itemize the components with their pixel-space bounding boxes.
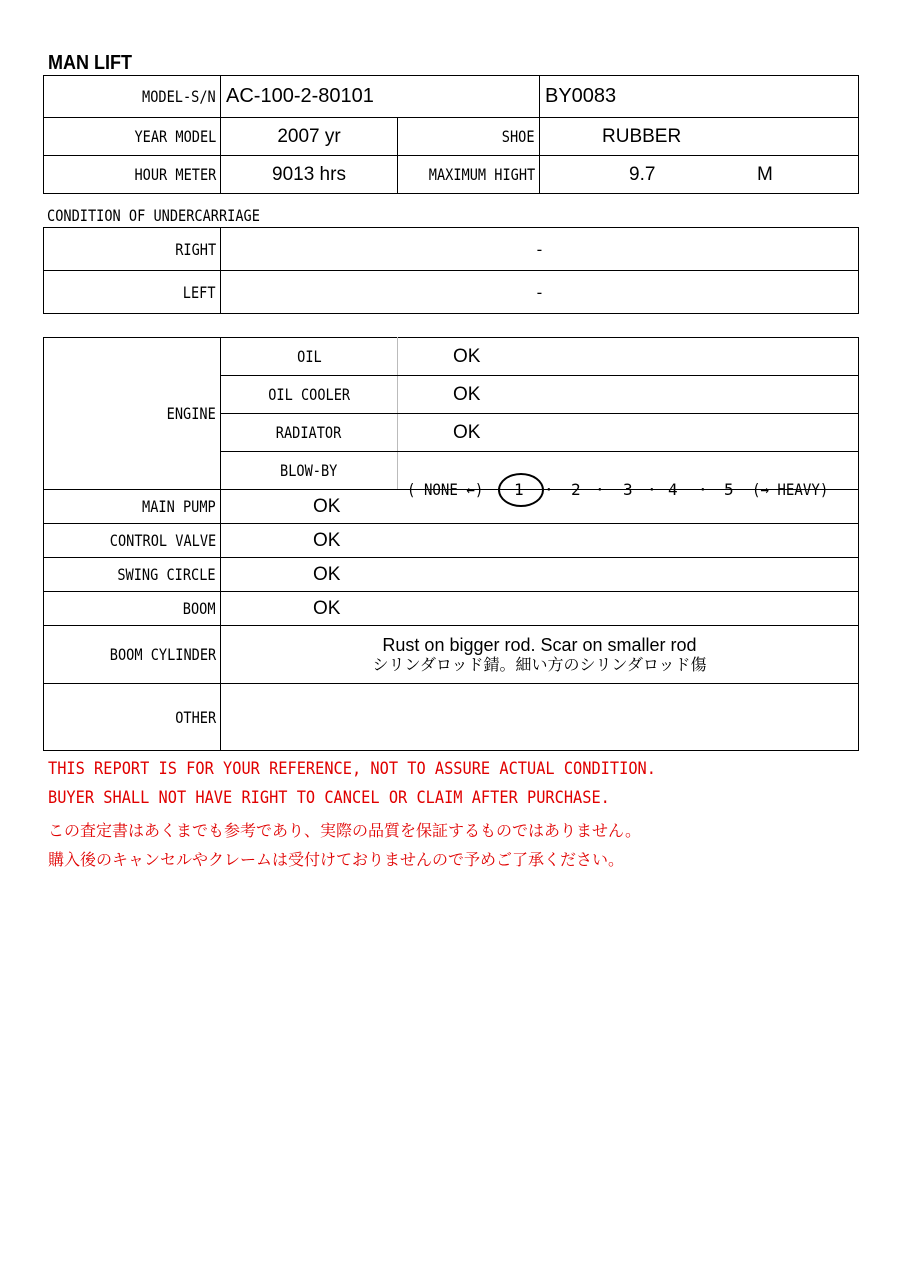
notice-line-1: THIS REPORT IS FOR YOUR REFERENCE, NOT TO ASSURE ACTUAL CONDITION. — [48, 759, 656, 779]
swing-circle-label: SWING CIRCLE — [44, 558, 221, 592]
hour-value: 9013 hrs — [221, 156, 398, 194]
notice-line-3: この査定書はあくまでも参考であり、実際の品質を保証するものではありません。 — [48, 821, 641, 840]
model-label: MODEL-S/N — [44, 76, 221, 118]
oil-cooler-value: OK — [398, 376, 859, 414]
model-value: AC-100-2-80101 — [221, 76, 540, 118]
main-pump-label: MAIN PUMP — [44, 490, 221, 524]
boom-cylinder-en: Rust on bigger rod. Scar on smaller rod — [382, 634, 697, 655]
height-value-cell — [540, 156, 859, 194]
height-value: 9.7 — [629, 164, 656, 185]
other-value — [221, 684, 859, 751]
blowby-scale — [398, 452, 859, 499]
boom-cylinder-value — [221, 626, 859, 684]
height-label: MAXIMUM HIGHT — [398, 156, 540, 194]
inspection-table — [43, 337, 859, 751]
serial-value: BY0083 — [540, 76, 859, 118]
height-unit: M — [757, 164, 773, 185]
blowby-label: BLOW-BY — [221, 452, 398, 490]
undercarriage-left-value: - — [221, 271, 859, 314]
control-valve-value: OK — [221, 524, 859, 558]
engine-label: ENGINE — [44, 338, 221, 490]
blowby-3: 3 — [623, 479, 633, 499]
boom-value: OK — [221, 592, 859, 626]
notice-line-2: BUYER SHALL NOT HAVE RIGHT TO CANCEL OR CLAIM AFTER PURCHASE. — [48, 788, 610, 808]
hour-label: HOUR METER — [44, 156, 221, 194]
undercarriage-right-label: RIGHT — [44, 228, 221, 271]
blowby-none: ( NONE ←) — [407, 479, 484, 499]
main-pump-value: OK — [221, 490, 859, 524]
blowby-dot-2: · — [595, 479, 605, 499]
blowby-dot-4: · — [698, 479, 708, 499]
shoe-value: RUBBER — [540, 118, 859, 156]
oil-label: OIL — [221, 338, 398, 376]
undercarriage-heading: CONDITION OF UNDERCARRIAGE — [47, 206, 260, 225]
radiator-label: RADIATOR — [221, 414, 398, 452]
blowby-dot-1: · — [544, 479, 554, 499]
year-value: 2007 yr — [221, 118, 398, 156]
shoe-label: SHOE — [398, 118, 540, 156]
notice-line-4: 購入後のキャンセルやクレームは受付けておりませんので予めご了承ください。 — [48, 850, 625, 869]
blowby-2: 2 — [571, 479, 581, 499]
boom-cylinder-jp: シリンダロッド錆。細い方のシリンダロッド傷 — [372, 654, 707, 674]
control-valve-label: CONTROL VALVE — [44, 524, 221, 558]
other-label: OTHER — [44, 684, 221, 751]
spec-table — [43, 75, 859, 194]
boom-cylinder-label: BOOM CYLINDER — [44, 626, 221, 684]
blowby-1: 1 — [514, 479, 524, 499]
oil-cooler-label: OIL COOLER — [221, 376, 398, 414]
page-title: MAN LIFT — [48, 52, 132, 74]
year-label: YEAR MODEL — [44, 118, 221, 156]
blowby-5: 5 — [724, 479, 734, 499]
oil-value: OK — [398, 338, 859, 376]
undercarriage-table — [43, 227, 859, 314]
blowby-dot-3: · — [647, 479, 657, 499]
radiator-value: OK — [398, 414, 859, 452]
swing-circle-value: OK — [221, 558, 859, 592]
boom-label: BOOM — [44, 592, 221, 626]
blowby-4: 4 — [668, 479, 678, 499]
blowby-heavy: (→ HEAVY) — [752, 479, 829, 499]
undercarriage-left-label: LEFT — [44, 271, 221, 314]
undercarriage-right-value: - — [221, 228, 859, 271]
